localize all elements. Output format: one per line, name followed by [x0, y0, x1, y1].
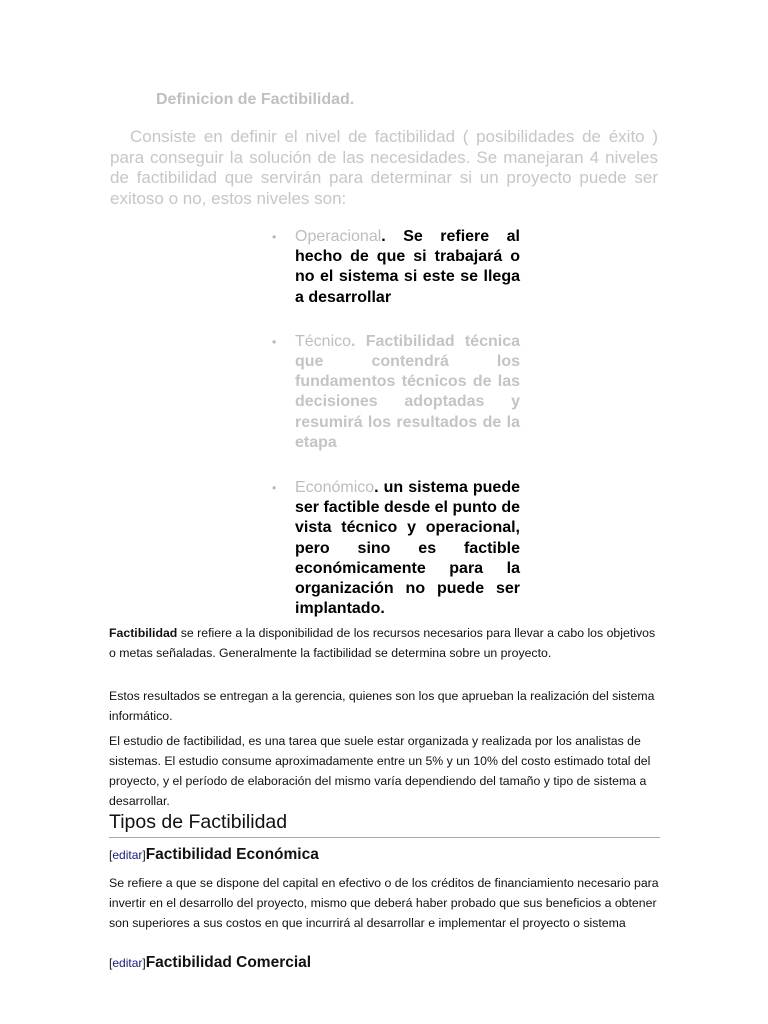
- level-name: Técnico: [295, 332, 352, 350]
- bullet-icon: •: [272, 230, 277, 244]
- level-separator: .: [374, 479, 379, 497]
- edit-bracket-open: [: [109, 848, 113, 862]
- level-separator: .: [381, 228, 386, 245]
- edit-bracket-close: ]: [142, 956, 146, 970]
- definition-term: Factibilidad: [109, 626, 178, 640]
- edit-bracket-open: [: [109, 956, 113, 970]
- intro-paragraph: Consiste en definir el nivel de factibilidad ( posibilidades de éxito ) para conseguir la solución de las necesidades. Se manejaran 4 niveles de factibilidad que servirán para determinar si un proyecto puede ser exitoso o no, estos niveles son:: [110, 127, 658, 208]
- level-name: Económico: [295, 479, 375, 497]
- list-item-economico: [272, 478, 520, 619]
- definition-text: se refiere a la disponibilidad de los recursos necesarios para llevar a cabo los objetivos o metas señaladas. Generalmente la factibilidad se determina sobre un proyecto.: [109, 626, 656, 660]
- definition-paragraph: [109, 623, 661, 663]
- subheading-title: Factibilidad Económica: [145, 846, 319, 863]
- results-paragraph: Estos resultados se entregan a la gerencia, quienes son los que aprueban la realización del sistema informático.: [109, 689, 655, 723]
- edit-link[interactable]: editar: [112, 956, 143, 970]
- level-name: Operacional: [295, 228, 382, 245]
- feasibility-levels-list: [272, 227, 520, 619]
- page-title: Definicion de Factibilidad.: [156, 91, 355, 108]
- subheading-factibilidad-comercial: [109, 954, 311, 972]
- bullet-icon: •: [272, 481, 277, 496]
- level-description: Factibilidad técnica que contendrá los fundamentos técnicos de las decisiones adoptadas y resumirá los resultados de la etapa: [295, 332, 520, 451]
- study-paragraph: El estudio de factibilidad, es una tarea que suele estar organizada y realizada por los analistas de sistemas. El estudio consume aproximadamente entre un 5% y un 10% del costo estimado total del proyecto, y el período de elaboración del mismo varía dependiendo del tamaño y tipo de sistema a desarrollar.: [109, 734, 651, 808]
- list-item-tecnico: [272, 332, 520, 453]
- subheading-title: Factibilidad Comercial: [145, 954, 312, 971]
- list-item-operacional: [272, 227, 520, 308]
- level-description: un sistema puede ser factible desde el punto de vista técnico y operacional, pero sino es factible económicamente para la organización no puede ser implantado.: [295, 479, 520, 618]
- edit-link[interactable]: editar: [112, 848, 143, 862]
- section-heading: Tipos de Factibilidad: [109, 811, 660, 838]
- economic-feasibility-paragraph: Se refiere a que se dispone del capital en efectivo o de los créditos de financiamiento necesario para invertir en el desarrollo del proyecto, mismo que deberá haber probado que sus beneficios a obtener son superiores a sus costos en que incurrirá al desarrollar e implementar el proyecto o sistema: [109, 876, 659, 930]
- level-separator: .: [351, 332, 356, 350]
- subheading-factibilidad-economica: [109, 846, 319, 864]
- bullet-icon: •: [272, 334, 277, 349]
- level-description: Se refiere al hecho de que si trabajará o no el sistema si este se llega a desarrollar: [295, 228, 520, 306]
- edit-bracket-close: ]: [142, 848, 146, 862]
